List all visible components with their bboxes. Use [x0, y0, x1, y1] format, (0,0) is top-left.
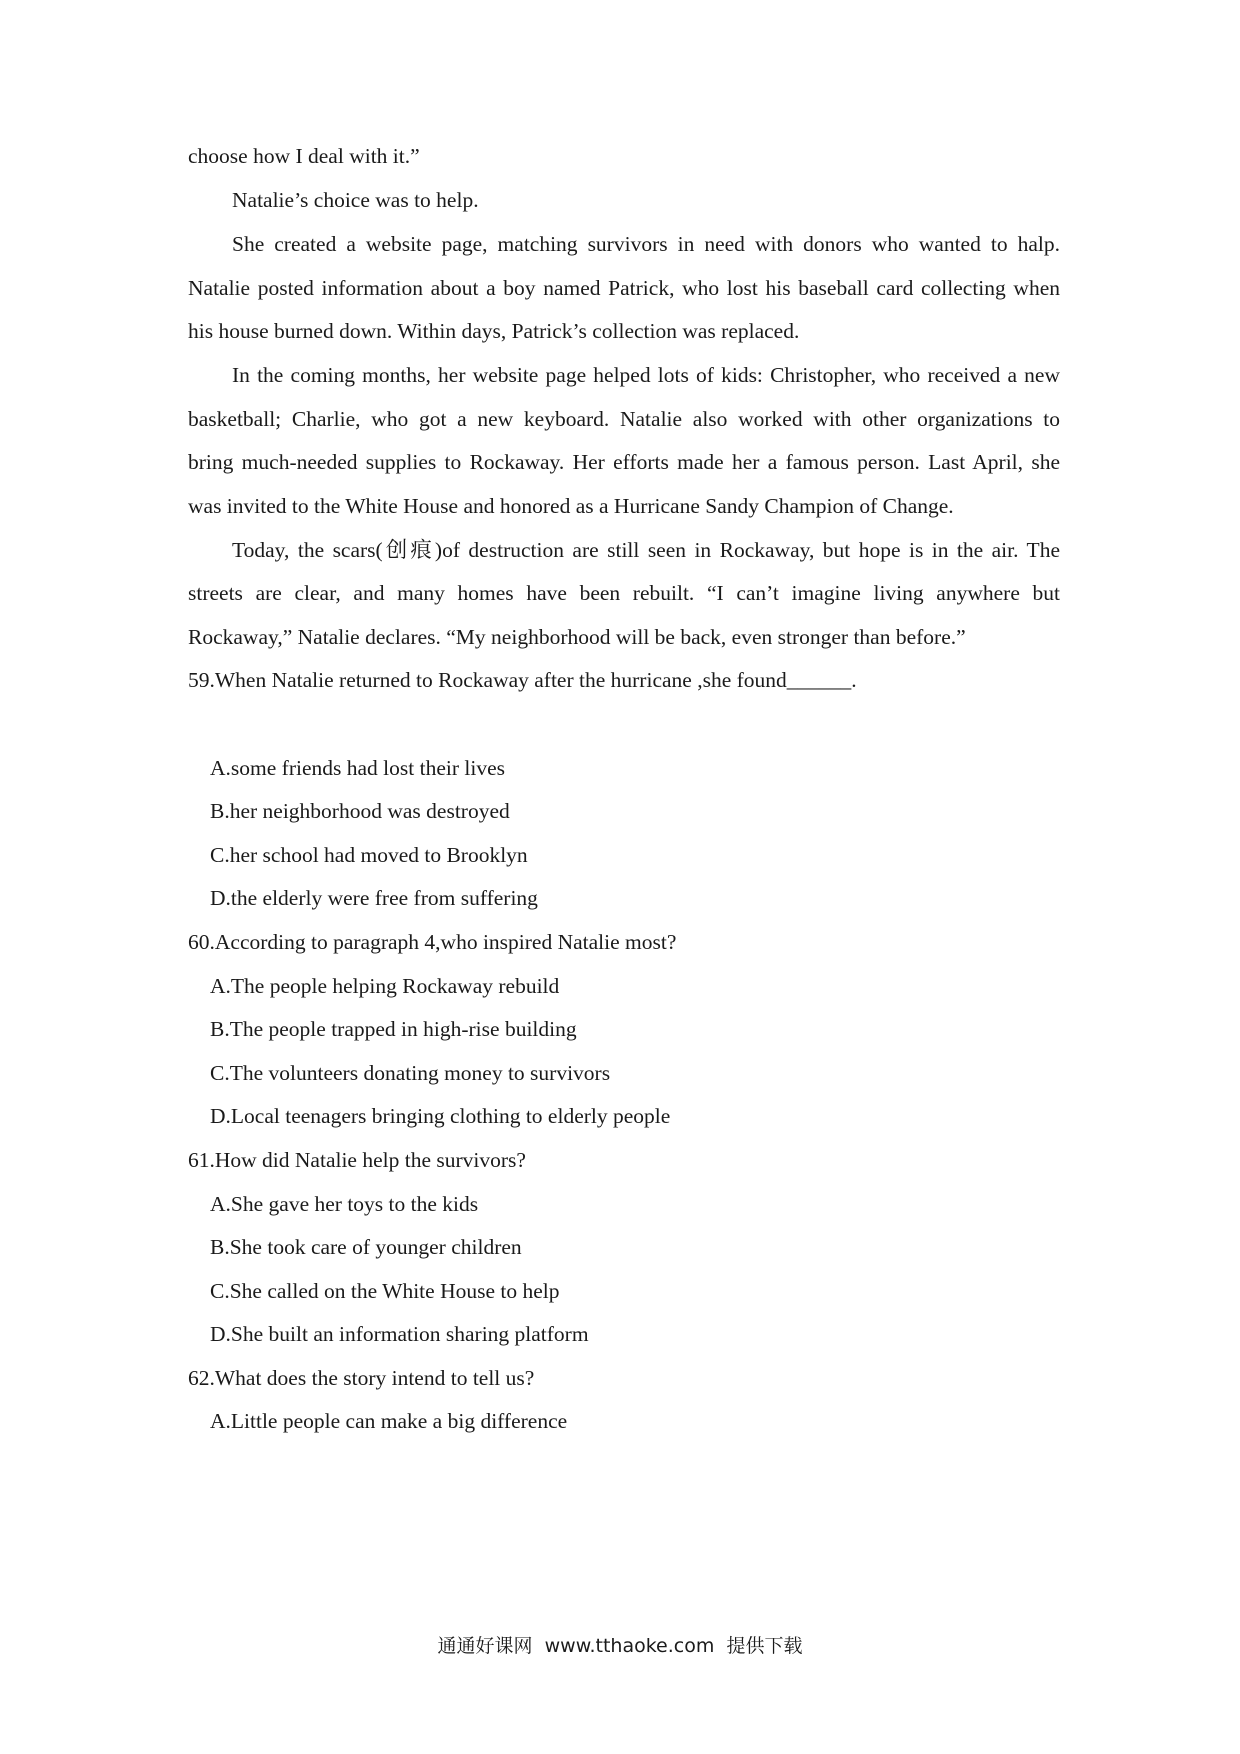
passage-line: Today, the scars(创痕)of destruction are still seen in Rockaway, but hope is in the air. The — [232, 538, 1060, 562]
answer-option: B.her neighborhood was destroyed — [210, 799, 510, 823]
question-stem: 59.When Natalie returned to Rockaway after the hurricane ,she found______. — [188, 668, 857, 692]
passage-line: his house burned down. Within days, Patrick’s collection was replaced. — [188, 319, 800, 343]
answer-option: C.her school had moved to Brooklyn — [210, 843, 528, 867]
answer-option: A.some friends had lost their lives — [210, 756, 505, 780]
passage-line: streets are clear, and many homes have been rebuilt. “I can’t imagine living anywhere but — [188, 581, 1060, 605]
passage-line: was invited to the White House and honored as a Hurricane Sandy Champion of Change. — [188, 494, 954, 518]
answer-option: A.Little people can make a big difference — [210, 1409, 568, 1433]
passage-line: bring much-needed supplies to Rockaway. Her efforts made her a famous person. Last April, she — [188, 450, 1060, 474]
answer-option: D.Local teenagers bringing clothing to elderly people — [210, 1104, 671, 1128]
answer-option: B.The people trapped in high-rise building — [210, 1017, 577, 1041]
answer-option: D.She built an information sharing platform — [210, 1322, 589, 1346]
passage-line: She created a website page, matching survivors in need with donors who wanted to halp. — [232, 232, 1060, 256]
answer-option: B.She took care of younger children — [210, 1235, 522, 1259]
passage-line: Natalie posted information about a boy named Patrick, who lost his baseball card collecting when — [188, 276, 1060, 300]
footer-credit: 通通好课网 www.tthaoke.com 提供下载 — [437, 1635, 803, 1657]
question-stem: 62.What does the story intend to tell us? — [188, 1366, 535, 1390]
passage-line: In the coming months, her website page helped lots of kids: Christopher, who received a new — [232, 363, 1060, 387]
passage-line: Natalie’s choice was to help. — [232, 188, 479, 212]
answer-option: A.She gave her toys to the kids — [210, 1192, 479, 1216]
passage-line: choose how I deal with it.” — [188, 144, 420, 168]
answer-option: A.The people helping Rockaway rebuild — [210, 974, 560, 998]
answer-option: C.The volunteers donating money to survivors — [210, 1061, 611, 1085]
question-stem: 61.How did Natalie help the survivors? — [188, 1148, 526, 1172]
answer-option: D.the elderly were free from suffering — [210, 886, 538, 910]
passage-line: Rockaway,” Natalie declares. “My neighborhood will be back, even stronger than before.” — [188, 625, 966, 649]
answer-option: C.She called on the White House to help — [210, 1279, 560, 1303]
question-stem: 60.According to paragraph 4,who inspired Natalie most? — [188, 930, 677, 954]
passage-line: basketball; Charlie, who got a new keyboard. Natalie also worked with other organizations to — [188, 407, 1060, 431]
